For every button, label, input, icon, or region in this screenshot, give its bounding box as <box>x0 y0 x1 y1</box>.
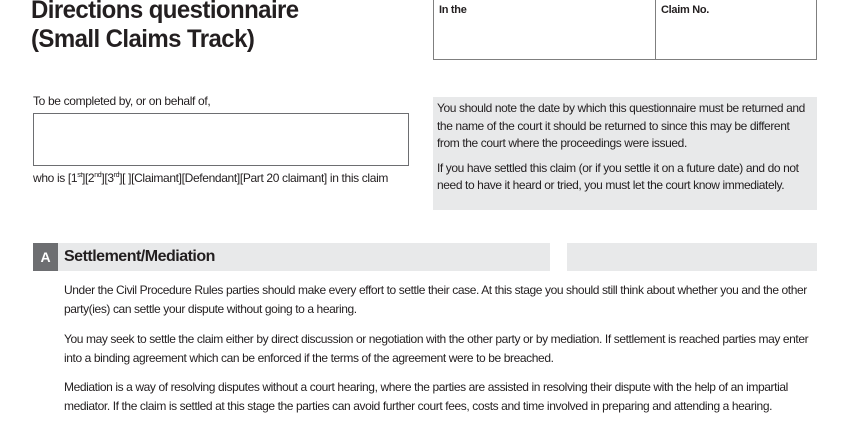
completed-by-field[interactable] <box>33 113 409 166</box>
court-box-divider <box>655 0 656 59</box>
return-note-panel <box>433 97 817 210</box>
ordinal-separator-2: ][3 <box>101 171 114 185</box>
note-paragraph-2: If you have settled this claim (or if you settle it on a future date) and do not need to have it heard or tried, you must let the court know immediately. <box>437 160 799 192</box>
note-paragraph-1: You should note the date by which this questionnaire must be returned and the name of the court it should be returned to since this may be different from the court where the proceedings were issued. <box>437 101 805 150</box>
section-a-paragraph-3: Mediation is a way of resolving disputes without a court hearing, where the parties are assisted in resolving their dispute with the help of an impartial mediator. If the claim is settled at this stage the parties can avoid further court fees, costs and time involved in preparing and attending a hearing. <box>64 380 788 413</box>
completed-by-label: To be completed by, or on behalf of, <box>33 94 211 108</box>
section-a-paragraph-2: You may seek to settle the claim either by direct discussion or negotiation with the other party or by mediation. If settlement is reached parties may enter into a binding agreement which can be enforced if the terms of the agreement were to be breached. <box>64 332 809 365</box>
claim-no-label: Claim No. <box>661 4 710 16</box>
court-claim-box <box>433 0 817 60</box>
ordinal-separator-1: ][2 <box>81 171 95 185</box>
party-role-line <box>33 171 388 185</box>
section-a-heading: Settlement/Mediation <box>58 243 550 271</box>
form-title <box>31 0 299 54</box>
ordinal-rd: rd <box>113 172 120 179</box>
who-is-prefix: who is [1 <box>33 171 78 185</box>
ordinal-nd: nd <box>94 172 102 179</box>
form-title-line-1: Directions questionnaire <box>31 0 299 24</box>
form-title-line-2: (Small Claims Track) <box>31 25 255 53</box>
section-a-paragraph-1: Under the Civil Procedure Rules parties should make every effort to settle their case. At this stage you should still think about whether you and the other party(ies) can settle your dispute without going to a hearing. <box>64 283 807 316</box>
section-a-letter: A <box>33 243 58 271</box>
ordinal-st: st <box>77 172 82 179</box>
party-role-options: ][ ][Claimant][Defendant][Part 20 claimant] in this claim <box>119 171 389 185</box>
section-a-side-bar <box>567 243 817 271</box>
in-the-label: In the <box>439 4 467 16</box>
